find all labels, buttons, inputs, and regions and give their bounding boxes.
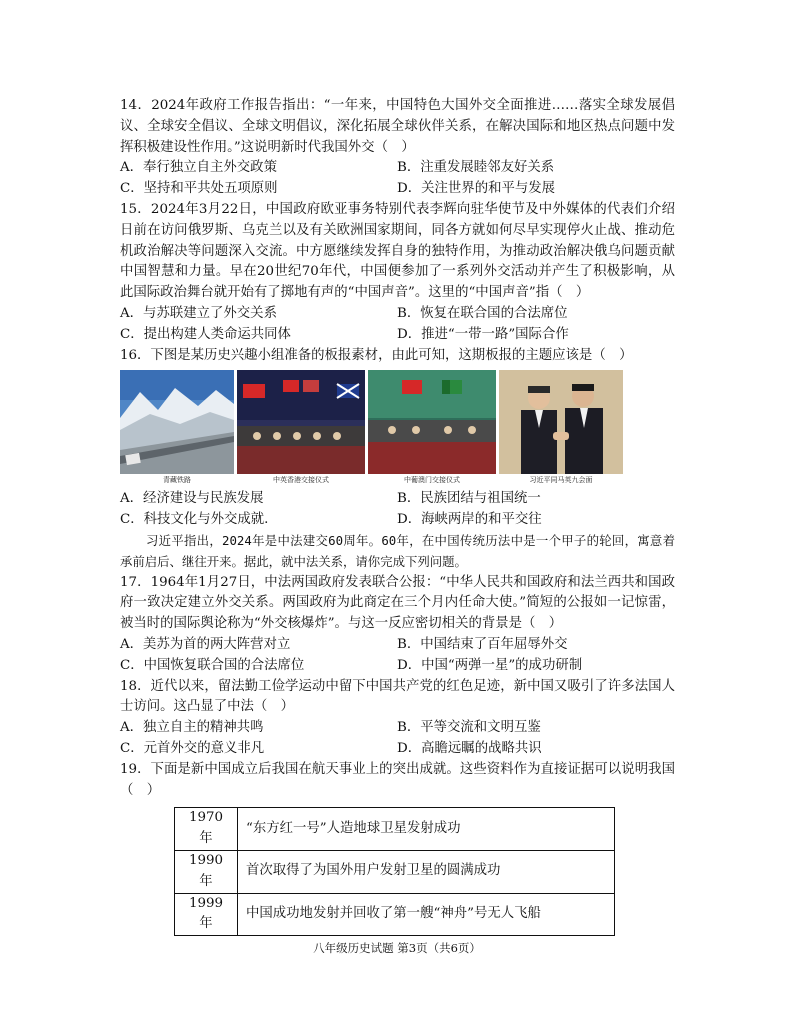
option-list: [120, 718, 675, 760]
option-c[interactable]: C．中国恢复联合国的合法席位: [120, 657, 305, 673]
option-b[interactable]: B．恢复在联合国的合法席位: [397, 305, 568, 321]
question-stem: 17．1964年1月27日，中法两国政府发表联合公报：“中华人民共和国政府和法兰西共和国政府一致决定建立外交关系。两国政府为此商定在三个月内任命大使。”简短的公报如一记惊雷，被当时的国际舆论称为“外交核爆炸”。与这一反应密切相关的背景是（ ）: [120, 574, 675, 632]
question-18: [120, 677, 675, 760]
option-b[interactable]: B．中国结束了百年屈辱外交: [397, 636, 568, 652]
year-cell: 1970年: [175, 808, 238, 851]
option-a[interactable]: A．奉行独立自主外交政策: [120, 160, 277, 176]
photo-railway: [120, 370, 234, 487]
hongkong-image: [237, 370, 365, 474]
exam-page-content: [120, 96, 675, 936]
table-row: [175, 850, 615, 893]
photo-caption: 习近平同马英九会面: [529, 476, 593, 485]
option-list: [120, 158, 675, 200]
option-d[interactable]: D．海峡两岸的和平交往: [397, 512, 542, 528]
question-17: [120, 573, 675, 677]
photo-meeting: [499, 370, 623, 487]
option-d[interactable]: D．关注世界的和平与发展: [397, 181, 556, 197]
option-a[interactable]: A．独立自主的精神共鸣: [120, 720, 264, 736]
option-d[interactable]: D．中国“两弹一星”的成功研制: [397, 657, 583, 673]
option-b[interactable]: B．注重发展睦邻友好关系: [397, 160, 555, 176]
ceremony-photo-icon: [237, 370, 365, 474]
table-row: [175, 808, 615, 851]
year-cell: 1990年: [175, 850, 238, 893]
option-c[interactable]: C．科技文化与外交成就.: [120, 512, 269, 528]
achievement-table: [174, 807, 615, 936]
question-stem: 18．近代以来，留法勤工俭学运动中留下中国共产党的红色足迹，新中国又吸引了许多法国人士访问。这凸显了中法（ ）: [120, 678, 675, 715]
event-cell: 中国成功地发射并回收了第一艘“神舟”号无人飞船: [238, 893, 615, 936]
question-stem: 14．2024年政府工作报告指出：“一年来，中国特色大国外交全面推进……落实全球发展倡议、全球安全倡议、全球文明倡议，深化拓展全球伙伴关系，在解决国际和地区热点问题中发挥积极建设性作用。”这说明新时代我国外交（ ）: [120, 98, 675, 155]
option-a[interactable]: A．经济建设与民族发展: [120, 491, 264, 507]
meeting-image: [499, 370, 623, 474]
handshake-photo-icon: [499, 370, 623, 474]
photo-caption: 中英香港交接仪式: [273, 476, 329, 485]
option-d[interactable]: D．推进“一带一路”国际合作: [397, 326, 569, 342]
photo-caption: 中葡澳门交接仪式: [404, 476, 460, 485]
option-list: [120, 489, 675, 531]
railway-photo-icon: [120, 370, 234, 474]
option-d[interactable]: D．高瞻远瞩的战略共识: [397, 740, 542, 756]
photo-hongkong: [237, 370, 365, 487]
ceremony-photo-icon: [368, 370, 496, 474]
photo-caption: 青藏铁路: [163, 476, 191, 485]
question-stem: 16．下图是某历史兴趣小组准备的板报素材，由此可知，这期板报的主题应该是（ ）: [120, 347, 633, 363]
option-list: [120, 635, 675, 677]
question-16: [120, 346, 675, 531]
table-row: [175, 893, 615, 936]
event-cell: 首次取得了为国外用户发射卫星的圆满成功: [238, 850, 615, 893]
option-a[interactable]: A．与苏联建立了外交关系: [120, 305, 277, 321]
railway-image: [120, 370, 234, 474]
macau-image: [368, 370, 496, 474]
photo-macau: [368, 370, 496, 487]
question-19: [120, 760, 675, 936]
option-c[interactable]: C．坚持和平共处五项原则: [120, 181, 278, 197]
year-cell: 1999年: [175, 893, 238, 936]
photo-strip: [120, 370, 675, 487]
question-stem: 15．2024年3月22日，中国政府欧亚事务特别代表李辉向驻华使节及中外媒体的代表们介绍日前在访问俄罗斯、乌克兰以及有关欧洲国家期间，同各方就如何尽早实现停火止战、推动危机政治解决等问题深入交流。中方愿继续发挥自身的独特作用，为推动政治解决俄乌问题贡献中国智慧和力量。早在20世纪70年代，中国便参加了一系列外交活动并产生了积极影响，从此国际政治舞台就开始有了掷地有声的“中国声音”。这里的“中国声音”指（ ）: [120, 201, 675, 301]
page-footer: 八年级历史试题 第3页（共6页）: [313, 941, 481, 955]
question-stem: 19．下面是新中国成立后我国在航天事业上的突出成就。这些资料作为直接证据可以说明我国（ ）: [120, 761, 675, 798]
option-b[interactable]: B．民族团结与祖国统一: [397, 491, 541, 507]
event-cell: “东方红一号”人造地球卫星发射成功: [238, 808, 615, 851]
option-c[interactable]: C．元首外交的意义非凡: [120, 740, 265, 756]
section-intro: 习近平指出，2024年是中法建交60周年。60年，在中国传统历法中是一个甲子的轮回，寓意着承前启后、继往开来。据此，就中法关系，请你完成下列问题。: [120, 532, 675, 569]
question-15: [120, 200, 675, 346]
option-a[interactable]: A．美苏为首的两大阵营对立: [120, 636, 291, 652]
option-c[interactable]: C．提出构建人类命运共同体: [120, 326, 291, 342]
question-14: [120, 96, 675, 200]
option-b[interactable]: B．平等交流和文明互鉴: [397, 720, 541, 736]
option-list: [120, 304, 675, 346]
